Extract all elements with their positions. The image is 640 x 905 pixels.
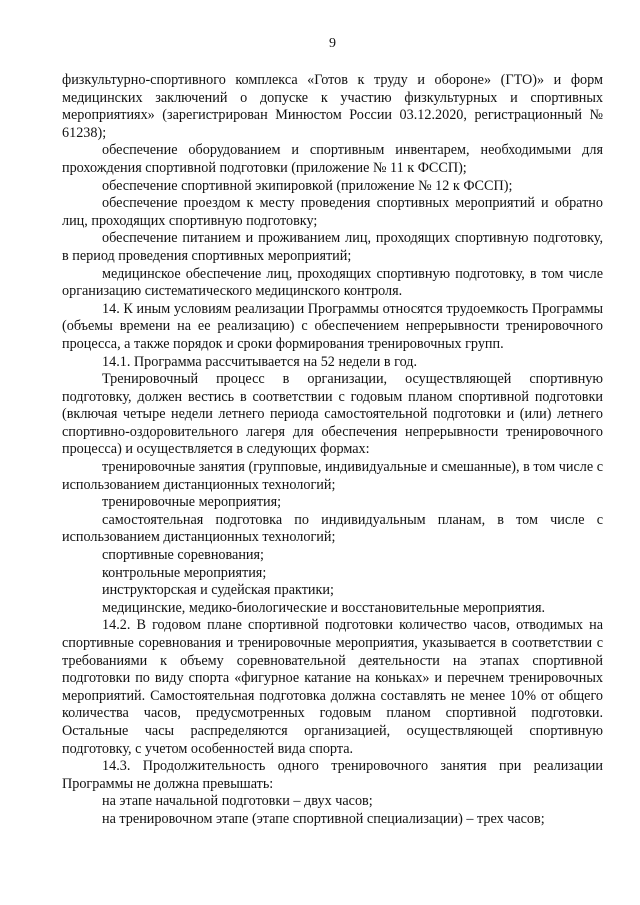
paragraph: контрольные мероприятия; (102, 564, 267, 581)
paragraph: 14.1. Программа рассчитывается на 52 недели в год. (102, 353, 418, 370)
document-body (62, 72, 603, 829)
paragraph: 14.2. В годовом плане спортивной подготовки количество часов, отводимых на спортивные соревнования и тренировочные мероприятия, указывается в соответствии с требованиями к объему соревновательной деятельности на этапах спортивной подготовки по виду спорта «фигурное катание на коньках» и перечнем тренировочных мероприятий. Самостоятельная подготовка должна составлять не менее 10% от общего количества часов, предусмотренных годовым планом спортивной подготовки. Остальные часы распределяются организацией, осуществляющей спортивную подготовку, с учетом особенностей вида спорта. (62, 617, 603, 757)
paragraph: обеспечение питанием и проживанием лиц, проходящих спортивную подготовку, в период проведения спортивных мероприятий; (62, 230, 603, 264)
paragraph: Тренировочный процесс в организации, осуществляющей спортивную подготовку, должен вестись в соответствии с годовым планом спортивной подготовки (включая четыре недели летнего периода самостоятельной подготовки и (или) летнего спортивно-оздоровительного лагеря для обеспечения непрерывности тренировочного процесса) и осуществляется в следующих формах: (62, 371, 603, 458)
paragraph: на этапе начальной подготовки – двух часов; (102, 793, 373, 810)
paragraph: обеспечение проездом к месту проведения спортивных мероприятий и обратно лиц, проходящих спортивную подготовку; (62, 195, 603, 229)
paragraph: физкультурно-спортивного комплекса «Готов к труду и обороне» (ГТО)» и форм медицинских заключений о допуске к участию физкультурных и спортивных мероприятиях» (зарегистрирован Минюстом России 03.12.2020, регистрационный № 61238); (62, 72, 603, 141)
paragraph: самостоятельная подготовка по индивидуальным планам, в том числе с использованием дистанционных технологий; (62, 511, 603, 546)
page-number: 9 (329, 36, 336, 51)
paragraph: медицинское обеспечение лиц, проходящих спортивную подготовку, в том числе организацию систематического медицинского контроля. (62, 265, 603, 300)
paragraph: обеспечение спортивной экипировкой (приложение № 12 к ФССП); (102, 177, 513, 194)
paragraph: обеспечение оборудованием и спортивным инвентарем, необходимыми для прохождения спортивной подготовки (приложение № 11 к ФССП); (62, 142, 603, 176)
paragraph: медицинские, медико-биологические и восстановительные мероприятия. (102, 599, 546, 616)
paragraph: 14.3. Продолжительность одного тренировочного занятия при реализации Программы не должна превышать: (62, 758, 603, 792)
paragraph: тренировочные мероприятия; (102, 494, 282, 511)
paragraph: 14. К иным условиям реализации Программы относятся трудоемкость Программы (объемы времени на ее реализацию) с обеспечением непрерывности тренировочного процесса, а также порядок и сроки формирования тренировочных групп. (62, 300, 603, 352)
paragraph: тренировочные занятия (групповые, индивидуальные и смешанные), в том числе с использованием дистанционных технологий; (62, 459, 603, 493)
paragraph: инструкторская и судейская практики; (102, 582, 334, 599)
paragraph: на тренировочном этапе (этапе спортивной специализации) – трех часов; (102, 810, 545, 827)
paragraph: спортивные соревнования; (102, 547, 264, 564)
